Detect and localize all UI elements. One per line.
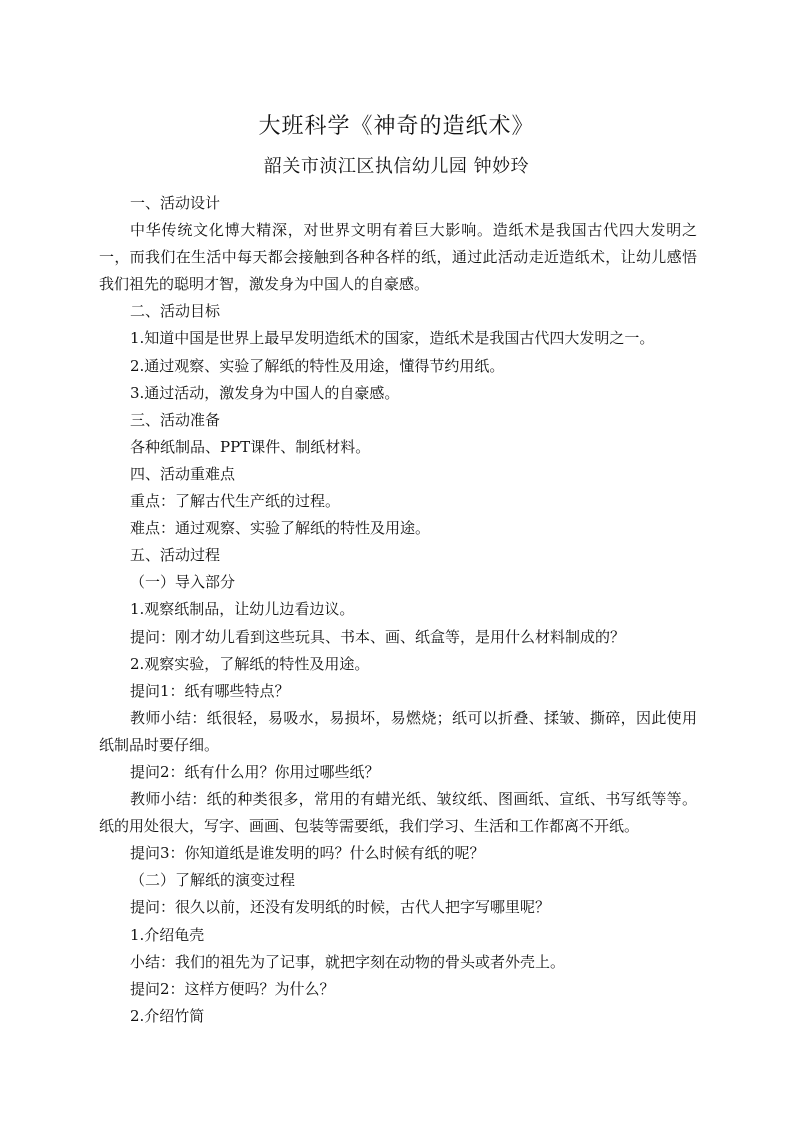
section-heading: 一、活动设计 [130,194,221,212]
paragraph: 提问1：纸有哪些特点？ [130,681,290,700]
section-heading: 五、活动过程 [130,546,221,565]
subsection-heading: （一）导入部分 [130,573,236,592]
document-title: 大班科学《神奇的造纸术》 [258,114,535,139]
paragraph: 提问：很久以前，还没有发明纸的时候，古代人把字写哪里呢？ [130,898,551,917]
document-body [99,190,697,1030]
paragraph: 教师小结：纸的种类很多，常用的有蜡光纸、皱纹纸、图画纸、宣纸、书写纸等等。纸的用处很大，写字、画画、包装等需要纸，我们学习、生活和工作都离不开纸。 [99,790,697,836]
paragraph: 2.通过观察、实验了解纸的特性及用途，懂得节约用纸。 [130,356,505,375]
paragraph: 重点：了解古代生产纸的过程。 [130,492,341,511]
section-heading: 三、活动准备 [130,410,221,429]
section-heading: 二、活动目标 [130,302,221,321]
paragraph: 1.知道中国是世界上最早发明造纸术的国家，造纸术是我国古代四大发明之一。 [130,329,655,348]
subsection-heading: （二）了解纸的演变过程 [130,871,296,890]
paragraph: 1.观察纸制品，让幼儿边看边议。 [130,600,355,619]
paragraph: 提问：刚才幼儿看到这些玩具、书本、画、纸盒等，是用什么材料制成的？ [130,627,626,646]
paragraph: 提问2：这样方便吗？为什么？ [130,979,335,998]
paragraph: 难点：通过观察、实验了解纸的特性及用途。 [130,519,431,538]
paragraph: 提问2：纸有什么用？你用过哪些纸？ [130,762,380,781]
section-heading: 四、活动重难点 [130,464,236,483]
paragraph: 2.介绍竹简 [130,1006,205,1025]
paragraph: 2.观察实验，了解纸的特性及用途。 [130,654,370,673]
paragraph: 教师小结：纸很轻，易吸水，易损坏，易燃烧；纸可以折叠、揉皱、撕碎，因此使用纸制品时要仔细。 [99,708,697,754]
document-subtitle: 韶关市浈江区执信幼儿园 钟妙玲 [263,156,530,177]
paragraph: 1.介绍龟壳 [130,925,205,944]
paragraph: 中华传统文化博大精深，对世界文明有着巨大影响。造纸术是我国古代四大发明之一，而我们在生活中每天都会接触到各种各样的纸，通过此活动走近造纸术，让幼儿感悟我们祖先的聪明才智，激发身为中国人的自豪感。 [99,221,697,294]
paragraph: 3.通过活动，激发身为中国人的自豪感。 [130,383,400,402]
paragraph: 提问3：你知道纸是谁发明的吗？什么时候有纸的呢？ [130,844,485,863]
paragraph: 各种纸制品、PPT课件、制纸材料。 [130,437,371,456]
paragraph: 小结：我们的祖先为了记事，就把字刻在动物的骨头或者外壳上。 [130,952,566,971]
